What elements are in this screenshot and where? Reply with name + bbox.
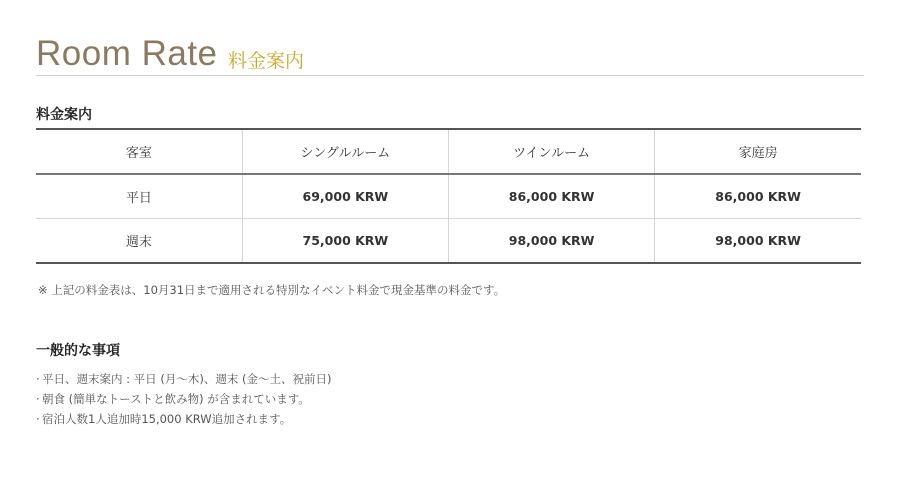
list-item: [36, 409, 331, 429]
rate-table: [36, 128, 861, 264]
general-list: [36, 369, 331, 429]
row-label-weekend: 週末: [36, 219, 242, 264]
column-header-twin: ツインルーム: [449, 129, 655, 174]
list-item-text: 朝食 (簡単なトーストと飲み物) が含まれています。: [42, 392, 310, 406]
price-weekend-single: 75,000 KRW: [242, 219, 448, 264]
bullet-icon: ·: [36, 392, 40, 406]
rate-section-title: 料金案内: [36, 107, 92, 123]
price-weekend-family: 98,000 KRW: [715, 233, 801, 248]
table-row-weekday: [36, 174, 861, 219]
column-header-room: 客室: [36, 129, 242, 174]
column-header-family: 家庭房: [738, 146, 778, 161]
bullet-icon: ·: [36, 412, 40, 426]
price-weekday-family: 86,000 KRW: [715, 189, 801, 204]
list-item: [36, 389, 331, 409]
rate-note: ※ 上記の料金表は、10月31日まで適用される特別なイベント料金で現金基準の料金です。: [38, 283, 506, 297]
page-title: Room Rate: [36, 34, 218, 73]
list-item: [36, 369, 331, 389]
table-row-weekend: [36, 219, 861, 264]
rate-table-header-row: [36, 129, 861, 174]
bullet-icon: ·: [36, 372, 40, 386]
list-item-text: 宿泊人数1人追加時15,000 KRW追加されます。: [42, 412, 292, 426]
price-weekend-twin: 98,000 KRW: [449, 219, 655, 264]
list-item-text: 平日、週末案内 : 平日 (月～木)、週末 (金～土、祝前日): [42, 372, 332, 386]
price-weekday-single: 69,000 KRW: [242, 174, 448, 219]
page-subtitle: 料金案内: [228, 50, 305, 72]
column-header-single: シングルルーム: [242, 129, 448, 174]
page-header: [36, 30, 864, 76]
row-label-weekday: 平日: [36, 174, 242, 219]
price-weekday-twin: 86,000 KRW: [449, 174, 655, 219]
general-section-title: 一般的な事項: [36, 343, 120, 359]
